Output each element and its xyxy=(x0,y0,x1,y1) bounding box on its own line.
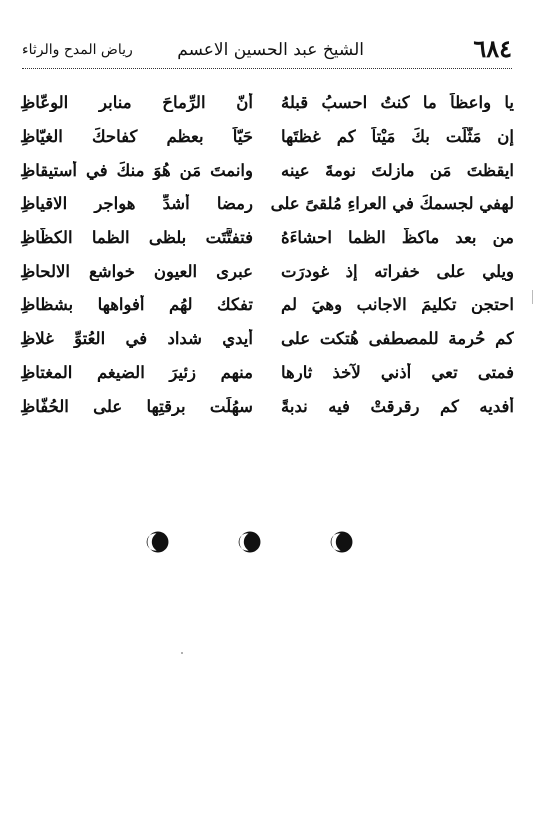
verse-second-hemistich: منهم زئيرَ الضيغم المغتاظِ xyxy=(20,362,253,382)
crescent-ornament-icon xyxy=(146,530,170,554)
verse-first-hemistich: احتجن تكليمَ الاجانب وهيَ لم xyxy=(281,295,514,315)
verse xyxy=(20,187,514,221)
verse xyxy=(20,288,514,322)
crescent-ornament-icon xyxy=(238,530,262,554)
verse-second-hemistich: رمضا أشدِّ هواجر الاقياظِ xyxy=(20,194,253,214)
verse-first-hemistich: فمتى تعي أُذني لآخذ ثارها xyxy=(281,362,514,382)
verse-second-hemistich: حَيّاً بعظم كفاحكَ الغيّاظِ xyxy=(20,127,253,147)
verse-first-hemistich: يا واعظاً ما كنتُ احسبُ قبلهُ xyxy=(281,93,514,113)
running-head-author: الشيخ عبد الحسين الاعسم xyxy=(177,40,364,60)
verse-first-hemistich: إن مَثَّلَت بكَ مَيْتاً كم غظتَها xyxy=(281,127,514,147)
verse-second-hemistich: تفكك لهُم أفواهها بشظاظِ xyxy=(20,295,253,315)
verse-first-hemistich: لهفي لجسمكَ في العراءِ مُلقىً على xyxy=(270,194,514,214)
end-of-poem-ornaments xyxy=(0,530,536,560)
margin-mark xyxy=(532,290,533,304)
header-dotted-rule xyxy=(22,68,512,69)
verse xyxy=(20,322,514,356)
verse xyxy=(20,254,514,288)
print-speck xyxy=(181,652,183,654)
verse-first-hemistich: أفديه كم رقرقتْ فيه ندبةً xyxy=(281,396,514,416)
verse xyxy=(20,86,514,120)
verse-first-hemistich: كم حُرمة للمصطفى هُتكت على xyxy=(281,329,514,349)
running-head-book-title: رياض المدح والرثاء xyxy=(22,42,133,58)
verse-second-hemistich: عبرى العيون خواشع الالحاظِ xyxy=(20,261,253,281)
verse-second-hemistich: وانمتَ مَن هُوَ منكَ في أستيقاظِ xyxy=(20,160,253,180)
verse-second-hemistich: أيدي شداد في العُتوِّ غلاظِ xyxy=(20,329,253,349)
verse-second-hemistich: فتفتَّتَت بلظى الظما الكظّاظِ xyxy=(20,228,253,248)
verse-second-hemistich: أنّ الرِّماحَ منابر الوعّاظِ xyxy=(20,93,253,113)
verse xyxy=(20,389,514,423)
verse-second-hemistich: سهُلَت برقتِها على الحُفّاظِ xyxy=(20,396,253,416)
verse xyxy=(20,120,514,154)
verse xyxy=(20,221,514,255)
verse-first-hemistich: ايقظتَ مَن مازلتَ نومةَ عينه xyxy=(281,160,514,180)
poem xyxy=(20,86,514,423)
verse-first-hemistich: من بعد ماكظَّ الظما احشاءَهُ xyxy=(281,228,514,248)
verse-first-hemistich: ويلي على خفراته إذ غودرَت xyxy=(281,261,514,281)
page-number: ٦٨٤ xyxy=(473,34,512,63)
page-header xyxy=(22,34,512,66)
crescent-ornament-icon xyxy=(330,530,354,554)
verse xyxy=(20,153,514,187)
verse xyxy=(20,356,514,390)
